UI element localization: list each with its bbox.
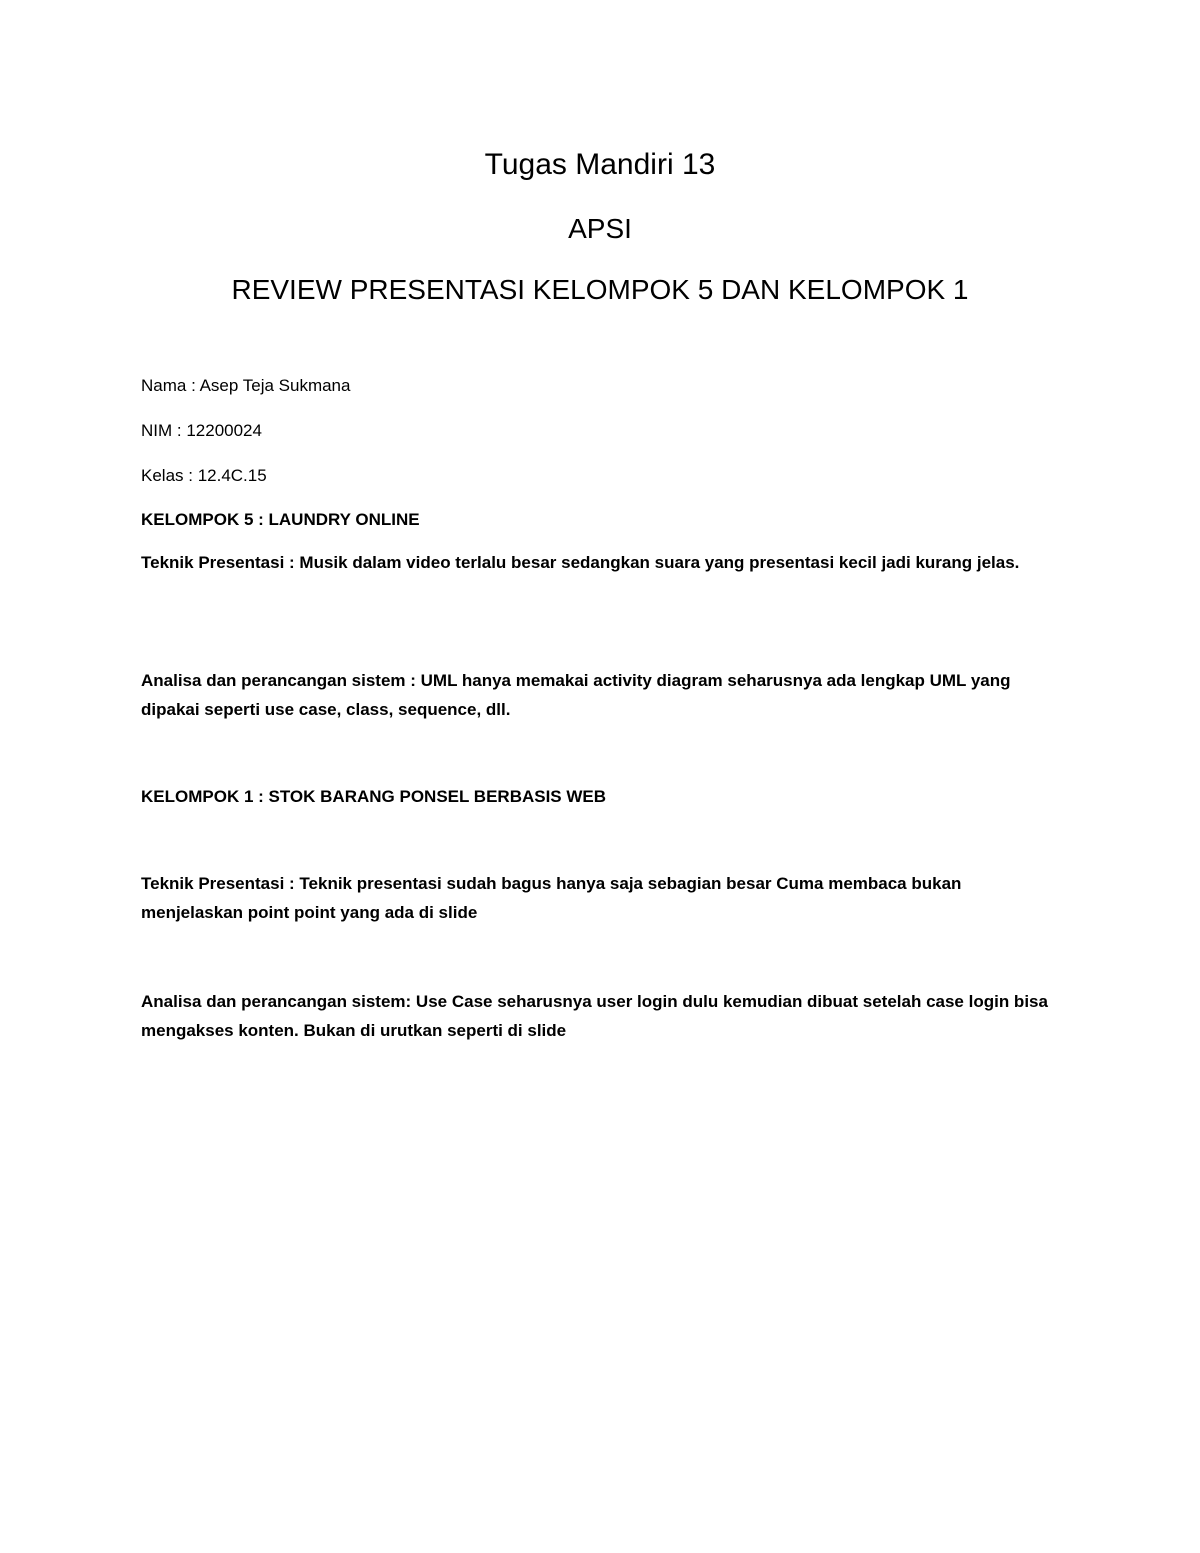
group1-system-analysis: Analisa dan perancangan sistem: Use Case seharusnya user login dulu kemudian dibuat setelah case login bisa mengakses konten. Bukan di urutkan seperti di slide (141, 992, 1048, 1040)
course-title: APSI (568, 213, 632, 244)
review-title: REVIEW PRESENTASI KELOMPOK 5 DAN KELOMPOK 1 (231, 274, 969, 305)
group5-heading: KELOMPOK 5 : LAUNDRY ONLINE (141, 510, 420, 529)
group1-heading: KELOMPOK 1 : STOK BARANG PONSEL BERBASIS WEB (141, 787, 607, 806)
document-title: Tugas Mandiri 13 (484, 148, 716, 181)
student-class: Kelas : 12.4C.15 (141, 466, 267, 485)
group5-presentation-technique: Teknik Presentasi : Musik dalam video terlalu besar sedangkan suara yang presentasi kecil jadi kurang jelas. (141, 553, 1020, 572)
group1-presentation-technique: Teknik Presentasi : Teknik presentasi sudah bagus hanya saja sebagian besar Cuma membaca bukan menjelaskan point point yang ada di slide (141, 874, 962, 922)
student-nim: NIM : 12200024 (141, 421, 262, 440)
group5-system-analysis: Analisa dan perancangan sistem : UML hanya memakai activity diagram seharusnya ada lengkap UML yang dipakai seperti use case, class, sequence, dll. (141, 671, 1011, 719)
student-name: Nama : Asep Teja Sukmana (141, 376, 351, 395)
